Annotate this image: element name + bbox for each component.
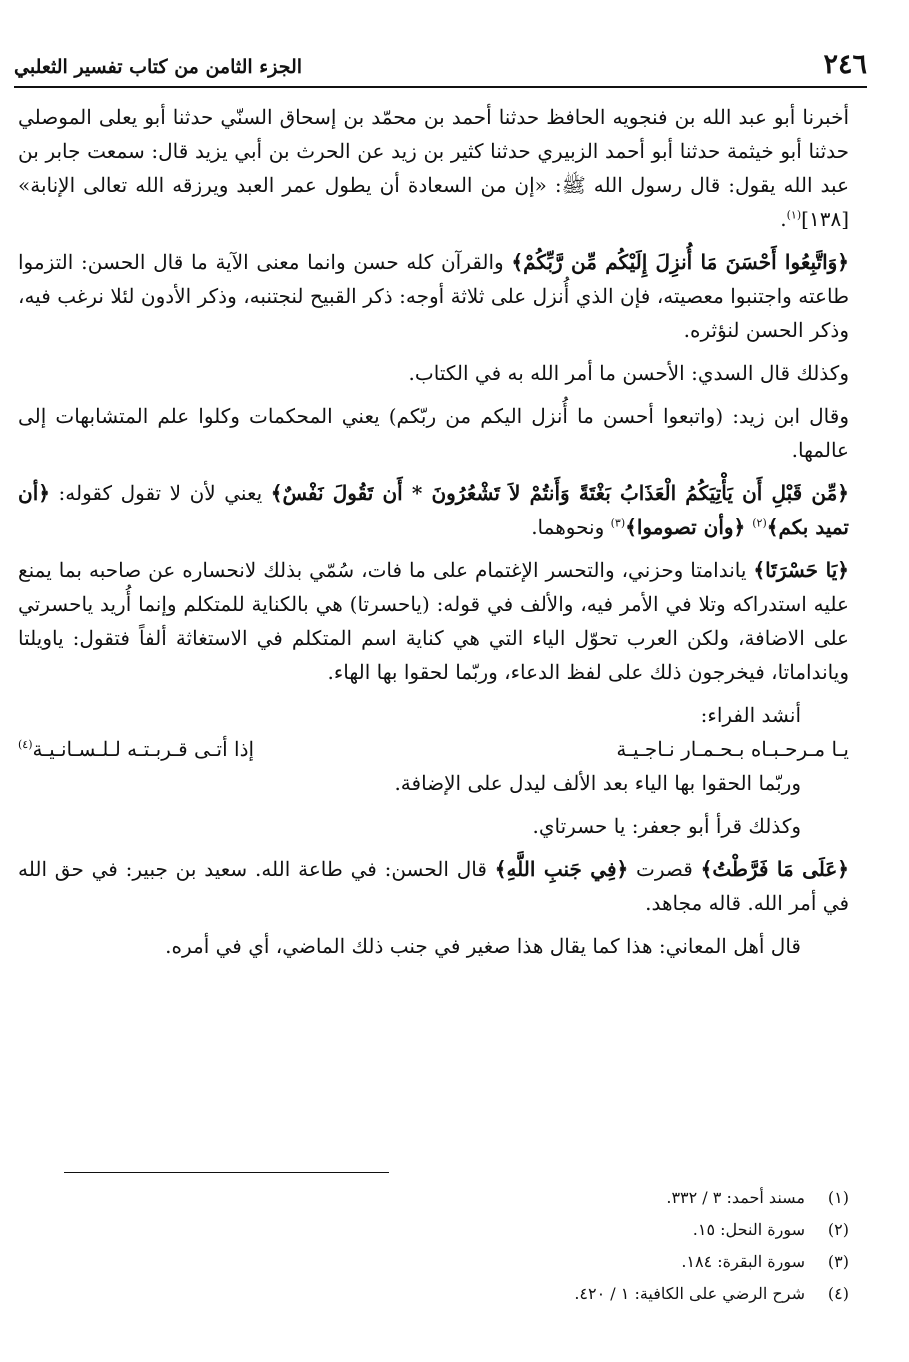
paragraph-farra: أنشد الفراء: — [700, 703, 801, 727]
paragraph-ibn-zayd: وقال ابن زيد: (واتبعوا أحسن ما أُنزل اليكم من ربّكم) يعني المحكمات وكلوا علم المتشابهات إلى عالمها. — [18, 404, 849, 462]
running-title: الجزء الثامن من كتاب تفسير الثعلبي — [14, 56, 303, 78]
paragraph-text: ياندامتا وحزني، والتحسر الإغتمام على ما فات، سُمّي بذلك لانحساره عن صاحبه بما يمنع عليه استدراكه وتلا في الأمر فيه، والألف في قوله: (ياحسرتا) هي بالكناية للمتكلم وإنما أُريد ياحسرتي على الاضافة، ولكن العرب تحوّل الياء التي هي كناية اسم المتكلم في الاستغاثة ألفاً فتقول: ياويلتا ويانداماتا، فيخرجون ذلك على لفظ الدعاء، وربّما لحقوا بها الهاء. — [18, 558, 849, 684]
paragraph-ahl-maani: قال أهل المعاني: هذا كما يقال هذا صغير في جنب ذلك الماضي، أي في أمره. — [165, 934, 801, 958]
paragraph-suddi: وكذلك قال السدي: الأحسن ما أمر الله به في الكتاب. — [408, 361, 849, 385]
quran-quote: ﴿يَا حَسْرَتَا﴾ — [753, 558, 849, 582]
main-text — [18, 100, 849, 963]
verse-hemistich-right: يـا مـرحـبـاه بـحـمـار نـاجـيـة — [616, 737, 849, 761]
paragraph-isnad — [18, 100, 849, 236]
paragraph-text: أخبرنا أبو عبد الله بن فنجويه الحافظ حدثنا أحمد بن محمّد بن إسحاق السنّي حدثنا أبو يعلى الموصلي حدثنا أبو خيثمة حدثنا أبو أحمد الزبيري حدثنا كثير بن زيد عن الحرث بن أبي يزيد قال: سمعت جابر بن عبد الله يقول: قال رسول الله ﷺ: «إن من السعادة أن يطول عمر العبد ويرزقه الله تعالى الإنابة» [١٣٨] — [18, 105, 849, 231]
header-rule — [14, 86, 867, 88]
footnote-text: سورة النحل: ١٥. — [692, 1220, 805, 1239]
footnote-number: (٤) — [827, 1284, 849, 1303]
footnotes — [300, 1182, 849, 1310]
paragraph-text: قصرت — [628, 857, 701, 881]
verse-hemistich-left: إذا أتـى قـربـتـه لـلـسـانـيـة(٤) — [18, 732, 254, 766]
paragraph-ya-addition: وربّما الحقوا بها الياء بعد الألف ليدل على الإضافة. — [394, 771, 801, 795]
footnote-ref: (٢) — [752, 516, 767, 530]
footnote-item — [300, 1182, 849, 1214]
footnote-number: (٣) — [827, 1252, 849, 1271]
footnote-text: شرح الرضي على الكافية: ١ / ٤٢٠. — [574, 1284, 805, 1303]
paragraph-text: ونحوهما. — [531, 515, 611, 539]
quran-quote: ﴿وَاتَّبِعُوا أَحْسَنَ مَا أُنزِلَ إِلَيْكُم مِّن رَّبِّكُمْ﴾ — [511, 250, 849, 274]
quran-quote: ﴿أن تميد بكم﴾ — [18, 481, 849, 539]
poetry-verse — [18, 732, 849, 766]
paragraph-before-punishment — [18, 476, 849, 544]
verse-text: إذا أتـى قـربـتـه لـلـسـانـيـة — [32, 737, 255, 761]
quran-quote: ﴿مِّن قَبْلِ أَن يَأْتِيَكُمُ الْعَذَابُ بَغْتَةً وَأَنتُمْ لاَ تَشْعُرُونَ * أَن تَقُولَ نَفْسٌ﴾ — [270, 481, 850, 505]
paragraph-text: يعني لأن لا تقول كقوله: — [49, 481, 271, 505]
page-number: ٢٤٦ — [823, 49, 867, 80]
paragraph-farrattu — [18, 852, 849, 920]
quran-quote: ﴿عَلَى مَا فَرَّطْتُ﴾ — [700, 857, 850, 881]
quran-quote: ﴿وأن تصوموا﴾ — [625, 515, 753, 539]
footnote-text: مسند أحمد: ٣ / ٣٣٢. — [666, 1188, 805, 1207]
footnote-ref: (١) — [786, 208, 802, 222]
footnote-number: (٢) — [827, 1220, 849, 1239]
paragraph-text: قال الحسن: في طاعة الله. سعيد بن جبير: في حق الله في أمر الله. قاله مجاهد. — [18, 857, 849, 915]
footnote-rule — [64, 1172, 389, 1173]
footnote-item — [300, 1214, 849, 1246]
paragraph-ya-hasrata — [18, 553, 849, 689]
paragraph-abu-jafar: وكذلك قرأ أبو جعفر: يا حسرتاي. — [532, 814, 801, 838]
punctuation: . — [780, 207, 787, 231]
footnote-number: (١) — [827, 1188, 849, 1207]
quran-quote: ﴿فِي جَنبِ اللَّهِ﴾ — [494, 857, 629, 881]
paragraph-verse-follow — [18, 245, 849, 347]
footnote-text: سورة البقرة: ١٨٤. — [681, 1252, 805, 1271]
footnote-item — [300, 1246, 849, 1278]
paragraph-text: والقرآن كله حسن وانما معنى الآية ما قال الحسن: التزموا طاعته واجتنبوا معصيته، فإن الذي أُنزل على ثلاثة أوجه: ذكر القبيح لنجتنبه، وذكر الأدون لئلا نرغب فيه، وذكر الحسن لنؤثره. — [18, 250, 849, 342]
page-header — [14, 48, 867, 84]
footnote-item — [300, 1278, 849, 1310]
footnote-ref: (٣) — [610, 516, 626, 530]
